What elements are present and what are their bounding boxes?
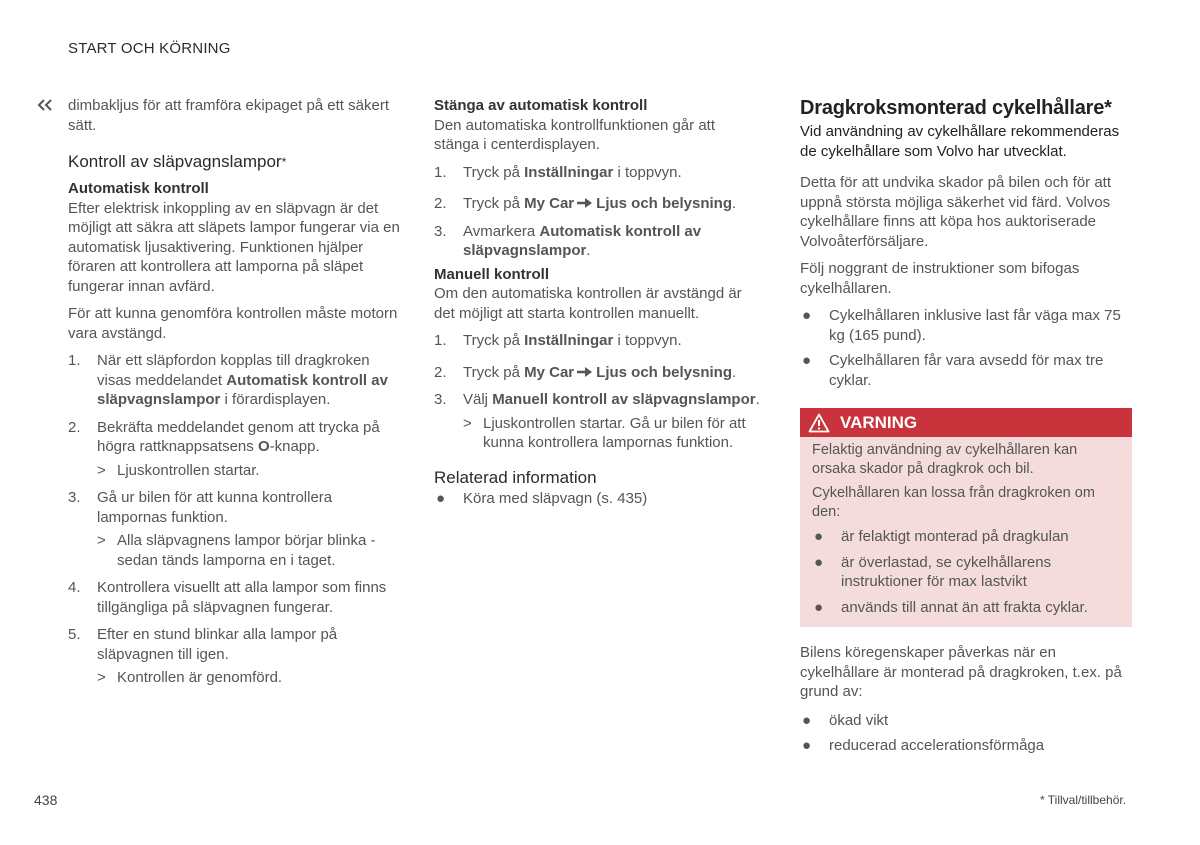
step-text: Tryck på [463,363,525,381]
ui-term: My Car [524,363,575,381]
warning-body [800,437,1132,627]
manual-paragraph: Om den automatiska kontrollen är avstängd är det möjligt att starta kontrollen manuellt. [434,285,742,322]
step-number: 2. [68,418,81,436]
warning-label: VARNING [840,412,918,432]
ui-term: Ljus och belysning [596,195,733,212]
related-link[interactable] [434,489,760,509]
list-item [434,363,760,383]
ui-term: Automatisk kontroll av släpvagnslampor [463,222,702,259]
warning-list [812,527,1120,617]
steps-list [68,351,400,688]
ui-term: O [257,438,270,455]
step-text: När ett släpfordon kopplas till dragkroken visas meddelandet [97,352,370,389]
list-item [68,418,400,481]
warning-box [800,408,1132,627]
manual-steps [434,331,760,453]
list-item [800,306,1132,345]
auto-paragraph-1: Efter elektrisk inkoppling av en släpvagn är det möjligt att säkra att släpets lampor fungerar via en automatisk ljusaktivering. Funktionen hjälper föraren att kontrollera att lamporna på släpet fungerar innan avfärd. [68,199,400,295]
list-item [434,222,760,261]
result-text: Ljuskontrollen startar. [117,461,260,479]
result-arrow-icon: > [97,461,106,479]
step-text: Tryck på [463,332,525,349]
step-text: i toppvyn. [613,332,682,349]
column-left [68,96,400,688]
step-text: Efter en stund blinkar alla lampor på släpvagnen till igen. [97,626,338,663]
continued-text: dimbakljus för att framföra ekipaget på ett säkert sätt. [68,97,389,134]
bullet-icon: ● [814,553,824,571]
step-text: . [755,391,760,408]
step-text: Bekräfta meddelandet genom att trycka på högra rattknappsatsens [97,418,380,455]
ui-term: Inställningar [524,332,614,349]
column-right [800,96,1132,756]
result-arrow-icon: > [97,669,106,686]
bullet-icon: ● [814,528,824,545]
step-result [97,461,400,481]
warning-paragraph-2: Cykelhållaren kan lossa från dragkroken om den: [812,485,1095,520]
step-text: -knapp. [269,438,320,455]
ui-term: Manuell kontroll av släpvagnslampor [492,391,756,408]
step-text: Tryck på [463,195,525,212]
turn-off-paragraph: Den automatiska kontrollfunktionen går att stänga i centerdisplayen. [434,116,715,153]
list-item-text: Cykelhållaren inklusive last får väga max 75 kg (165 pund). [829,307,1121,344]
section-title [68,151,400,173]
result-arrow-icon: > [463,414,472,432]
warning-triangle-icon [808,413,830,433]
warning-paragraph-1: Felaktig användning av cykelhållaren kan orsaka skador på dragkrok och bil. [812,442,1078,477]
bullet-icon: ● [802,307,812,324]
warning-header [800,408,1132,437]
step-text: . [586,242,591,259]
step-text: i toppvyn. [613,163,682,181]
list-item [68,488,400,570]
step-number: 3. [434,391,447,408]
auto-paragraph-2: För att kunna genomföra kontrollen måste motorn vara avstängd. [68,305,398,342]
page-number: 438 [34,792,58,808]
section-title-text: Kontroll av släpvagnslampor [68,152,282,171]
arrow-right-icon [576,197,594,209]
bullet-icon: ● [814,598,824,616]
result-text: Alla släpvagnens lampor börjar blinka - sedan tänds lamporna en i taget. [117,532,376,569]
title-star: * [281,155,287,169]
list-item [434,194,760,214]
step-result [97,668,400,688]
step-text: Gå ur bilen för att kunna kontrollera lampornas funktion. [97,489,333,526]
result-text: Ljuskontrollen startar. Gå ur bilen för att kunna kontrollera lampornas funktion. [483,414,746,451]
step-number: 1. [68,352,81,369]
bullet-icon: ● [436,489,446,507]
arrow-right-icon [576,366,594,378]
bullet-list [800,306,1132,390]
paragraph-1: Detta för att undvika skador på bilen och för att uppnå största möjliga säkerhet vid färd. Volvos cykelhållare finns att köpa hos auktoriserade Volvoåterförsäljare. [800,174,1112,250]
bullet-icon: ● [802,711,812,729]
step-number: 5. [68,626,81,643]
bullet-icon: ● [802,737,812,754]
list-item-text: är felaktigt monterad på dragkulan [841,528,1069,545]
double-chevron-left-icon [36,98,54,112]
list-item [812,527,1120,547]
paragraph-3: Bilens köregenskaper påverkas när en cykelhållare är monterad på dragkroken, t.ex. på grund av: [800,644,1122,700]
related-heading: Relaterad information [434,467,597,487]
step-number: 2. [434,363,447,381]
list-item-text: ökad vikt [829,711,889,729]
ui-term: My Car [524,195,575,212]
result-arrow-icon: > [97,532,106,549]
list-item [434,163,760,183]
list-item [68,351,400,410]
page-title: Dragkroksmonterad cykelhållare* [800,97,1112,119]
related-link-text[interactable]: Köra med släpvagn (s. 435) [463,489,648,507]
turn-off-steps [434,163,760,261]
step-number: 2. [434,195,447,212]
step-text: . [732,195,737,212]
list-item-text: är överlastad, se cykelhållarens instruktioner för max lastvikt [841,553,1052,590]
step-result [463,414,760,453]
turn-off-heading: Stänga av automatisk kontroll [434,97,648,114]
list-item [800,736,1132,756]
step-text: Avmarkera [463,222,540,240]
step-result [97,531,400,570]
auto-heading: Automatisk kontroll [68,180,209,197]
step-number: 1. [434,163,447,181]
list-item-text: används till annat än att frakta cyklar. [841,598,1088,616]
paragraph-2: Följ noggrant de instruktioner som bifogas cykelhållaren. [800,260,1080,297]
list-item [812,598,1120,618]
step-text: Tryck på [463,163,525,181]
bullet-list-2 [800,711,1132,756]
footnote: * Tillval/tillbehör. [1040,793,1127,807]
lead-paragraph: Vid användning av cykelhållare rekommenderas de cykelhållare som Volvo har utvecklat. [800,123,1120,160]
step-number: 1. [434,332,447,349]
bullet-icon: ● [802,352,812,369]
list-item [800,711,1132,731]
related-list [434,489,760,509]
list-item [434,390,760,453]
step-number: 3. [68,489,81,506]
step-text: . [732,363,737,381]
list-item [434,331,760,351]
list-item [68,625,400,688]
list-item [812,553,1120,592]
column-middle [434,96,760,508]
manual-heading: Manuell kontroll [434,265,550,283]
ui-term: Ljus och belysning [596,363,733,381]
step-text: Kontrollera visuellt att alla lampor som finns tillgängliga på släpvagnen fungerar. [97,579,387,616]
result-text: Kontrollen är genomförd. [117,669,283,686]
step-number: 3. [434,222,447,240]
section-header: START OCH KÖRNING [68,40,231,57]
list-item [68,578,400,617]
step-text: Välj [463,391,493,408]
ui-term: Inställningar [524,163,614,181]
ui-term: Automatisk kontroll av släpvagnslampor [97,371,388,408]
step-text: i förardisplayen. [220,391,331,408]
list-item [800,351,1132,390]
list-item-text: reducerad accelerationsförmåga [829,737,1045,754]
list-item-text: Cykelhållaren får vara avsedd för max tre cyklar. [829,352,1104,389]
step-number: 4. [68,579,81,596]
